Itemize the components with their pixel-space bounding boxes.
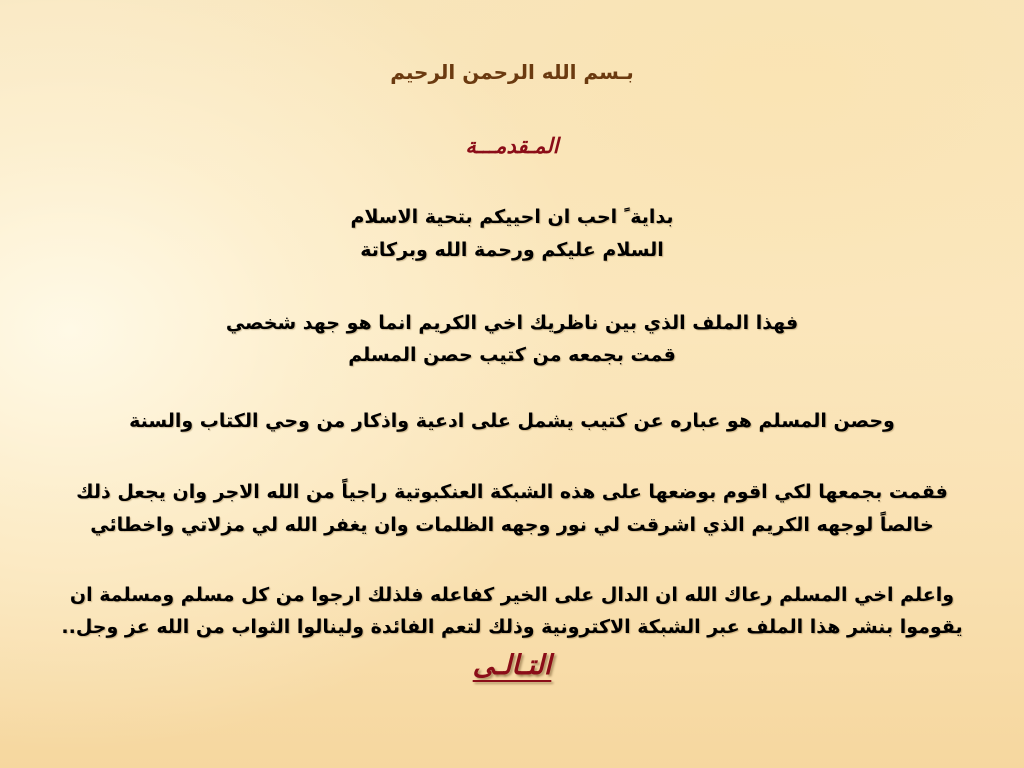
booklet-description-line: وحصن المسلم هو عباره عن كتيب يشمل على ادعية واذكار من وحي الكتاب والسنة	[129, 410, 895, 432]
file-description-line-1: فهذا الملف الذي بين ناظريك اخي الكريم انما هو جهد شخصي	[225, 312, 799, 334]
purpose-line-1: فقمت بجمعها لكي اقوم بوضعها على هذه الشبكة العنكبوتية راجياً من الله الاجر وان يجعل ذلك	[76, 481, 948, 503]
greeting-line-2: السلام عليكم ورحمة الله وبركاتة	[360, 239, 664, 261]
request-line-1: واعلم اخي المسلم رعاك الله ان الدال على الخير كفاعله فلذلك ارجوا من كل مسلم ومسلمة ان	[69, 584, 955, 606]
next-slide-label: التـالـى	[472, 650, 552, 681]
greeting-line-1: بداية ً احب ان احييكم بتحية الاسلام	[350, 206, 674, 228]
next-slide-link[interactable]	[0, 650, 1024, 681]
file-description-line-2: قمت بجمعه من كتيب حصن المسلم	[348, 344, 676, 366]
basmala-title: بـسم الله الرحمن الرحيم	[390, 60, 634, 84]
purpose-line-2: خالصاً لوجهه الكريم الذي اشرقت لي نور وجهه الظلمات وان يغفر الله لي مزلاتي واخطائي	[90, 514, 934, 536]
request-line-2: يقوموا بنشر هذا الملف عبر الشبكة الاكترونية وذلك لتعم الفائدة ولينالوا الثواب من الله عز وجل..	[61, 616, 963, 638]
introduction-heading: المـقدمـــة	[465, 134, 559, 158]
